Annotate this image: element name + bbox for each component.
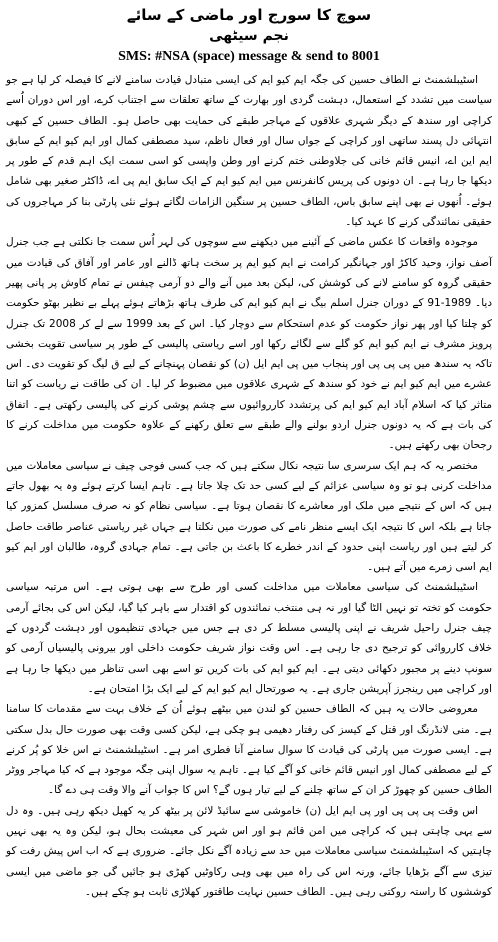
article-paragraph: معروضی حالات یہ ہیں کہ الطاف حسین کو لندن میں بیٹھے ہوئے اُن کے خلاف بہت سے مقدمات کا سامنا ہے۔ منی لانڈرنگ اور قتل کے کیسز کی رفتار دھیمی ہو چکی ہے، لیکن کسی وقت بھی صورت حال بدل سکتی ہے۔ ایسی صورت میں پارٹی کی قیادت کا سوال سامنے آنا فطری امر ہے۔ اسٹیبلشمنٹ نے اس خلا کو پُر کرنے کے لیے مصطفی کمال اور انیس قائم خانی کو آگے کیا ہے۔ تاہم یہ سوال اپنی جگہ موجود ہے کہ کیا مہاجر ووٹر الطاف حسین کو چھوڑ کر ان کے ساتھ چلنے کے لیے تیار ہوں گے؟ اس کا جواب آنے والا وقت ہی دے گا۔ — [6, 703, 492, 797]
article-paragraph: اسٹیبلشمنٹ نے الطاف حسین کی جگہ ایم کیو ایم کی ایسی متبادل قیادت سامنے لانے کا فیصلہ کر لیا ہے جو سیاست میں تشدد کے استعمال، دہشت گردی اور بھارت کے ساتھ تعلقات سے اجتناب کرے، اور اس دوران اُسے کراچی اور سندھ کے دیگر شہری علاقوں کے مہاجر طبقے کی حمایت بھی حاصل ہو۔ الطاف حسین کے کبھی انتہائی دل پسند ساتھی اور کراچی کے جواں سال اور فعال ناظم، سید مصطفی کمال اور ایم کیو ایم کے سابق ایم این اے، انیس قائم خانی کی جلاوطنی ختم کرنے اور وطن واپسی کو اسی سمت ایک اہم قدم کے طور پر دیکھا جا رہا ہے۔ ان دونوں کی پریس کانفرنس میں ایم کیو ایم کے ایک سابق ایم پی اے، ڈاکٹر صغیر بھی شامل ہوئے۔ اُنھوں نے بھی اپنے سابق باس، الطاف حسین پر سنگین الزامات لگاتے ہوئے نئی پارٹی بنا کر مہاجروں کی حقیقی نمائندگی کرنے کا عہد کیا۔ — [6, 74, 492, 229]
article-author: نجم سیٹھی — [209, 28, 289, 44]
article-headline: سوچ کا سورج اور ماضی کے سائے — [126, 6, 372, 24]
article-paragraph: مختصر یہ کہ ہم ایک سرسری سا نتیجہ نکال سکتے ہیں کہ جب کسی فوجی چیف نے سیاسی معاملات میں مداخلت کرنی ہو تو وہ سیاسی عزائم کے لیے کسی حد تک چلا جاتا ہے۔ تاہم ایسا کرتے ہوئے وہ یہ بھول جاتے ہیں کہ اس کے نتیجے میں ملک اور معاشرے کا نقصان ہوتا ہے۔ سیاسی نظام کو نہ صرف مسلسل کمزور کیا جاتا ہے بلکہ اس کا نتیجہ ایک ایسے منظر نامے کی صورت میں نکلتا ہے جہاں غیر ریاستی عناصر طاقت حاصل کر لیتے ہیں اور ریاست اپنی حدود کے اندر خطرے کا باعث بن جاتی ہے۔ تمام جہادی گروہ، طالبان اور ایم کیو ایم اسی زمرے میں آتے ہیں۔ — [6, 459, 492, 574]
article-paragraph: اسٹیبلشمنٹ کی سیاسی معاملات میں مداخلت کسی اور طرح سے بھی ہوتی ہے۔ اس مرتبہ سیاسی حکومت کو تختہ تو نہیں الٹا گیا اور نہ ہی منتخب نمائندوں کو اقتدار سے باہر کیا گیا، لیکن اس کی بجائے آرمی چیف جنرل راحیل شریف نے اپنی پالیسی مسلط کر دی ہے جس میں جہادی تنظیموں اور دہشت گردوں کے خلاف کارروائی کو ترجیح دی جا رہی ہے۔ اس وقت نواز شریف حکومت داخلی اور بیرونی پالیسیاں آرمی کو سونپ دینے پر مجبور دکھائی دیتی ہے۔ ایم کیو ایم کی بات کریں تو اسے بھی اسی تناظر میں دیکھا جا رہا ہے اور کراچی میں رینجرز آپریشن جاری ہے۔ یہ صورتحال ایم کیو ایم کے لیے ایک بڑا امتحان ہے۔ — [6, 581, 492, 695]
article-header — [6, 4, 492, 66]
article-body — [6, 70, 492, 902]
article-paragraph: اس وقت پی پی پی اور پی ایم ایل (ن) خاموشی سے سائیڈ لائن پر بیٹھ کر یہ کھیل دیکھ رہی ہیں۔ وہ دل سے یہی چاہتی ہیں کہ کراچی میں امن قائم ہو اور اس شہر کی معیشت بحال ہو، لیکن وہ یہ بھی نہیں چاہتیں کہ اسٹیبلشمنٹ سیاسی معاملات میں حد سے زیادہ آگے نکل جائے۔ ضروری ہے کہ اب اس پیش رفت کو تیزی سے آگے بڑھایا جائے، ورنہ اس کی راہ میں بھی وہی رکاوٹیں کھڑی ہو جائیں گی جو ماضی میں ایسی کوششوں کا راستہ روکتی رہی ہیں۔ الطاف حسین نہایت طاقتور کھلاڑی ثابت ہو چکے ہیں۔ — [6, 804, 492, 898]
sms-subscription-line: SMS: #NSA (space) message & send to 8001 — [118, 49, 380, 64]
article-paragraph: موجودہ واقعات کا عکس ماضی کے آئینے میں دیکھنے سے سوچوں کی لہر اُس سمت جا نکلتی ہے جب جنرل آصف نواز، وحید کاکڑ اور جہانگیر کرامت نے ایم کیو ایم پر سخت ہاتھ ڈالنے اور عامر اور آفاق کی قیادت میں حقیقی گروہ کو سامنے لانے کی کوشش کی، لیکن بعد میں آنے والے دو آرمی چیفس نے تمام کاوش پر پانی پھیر دیا۔ 1989-91 کے دوران جنرل اسلم بیگ نے ایم کیو ایم کی طرف ہاتھ بڑھاتے ہوئے پہلے بے نظیر بھٹو حکومت کو چلتا کیا اور پھر نواز حکومت کو عدم استحکام سے دوچار کیا۔ اس کے بعد 1999 سے لے کر 2008 تک جنرل پرویز مشرف نے ایم کیو ایم کو گلے سے لگائے رکھا اور اسے ریاستی پالیسی کے طور پر سیاسی تقویت بخشی تاکہ یہ سندھ میں پی پی پی اور پنجاب میں پی ایم ایل (ن) کو نقصان پہنچانے کے لیے ق لیگ کو تقویت دی۔ اس عشرے میں ایم کیو ایم نے خود کو سندھ کے شہری علاقوں میں مضبوط کر لیا۔ ان کی طاقت نے ریاست کو اتنا متاثر کیا کہ اسلام آباد ایم کیو ایم کی پرتشدد کارروائیوں سے چشم پوشی کرنے کی پالیسی رکھتی ہے۔ اتفاق کی بات ہے کہ یہ دونوں جنرل اردو بولنے والے طبقے سے تعلق رکھنے کے علاوہ حکومت میں مداخلت کرنے کا رجحان بھی رکھتے ہیں۔ — [6, 236, 492, 452]
